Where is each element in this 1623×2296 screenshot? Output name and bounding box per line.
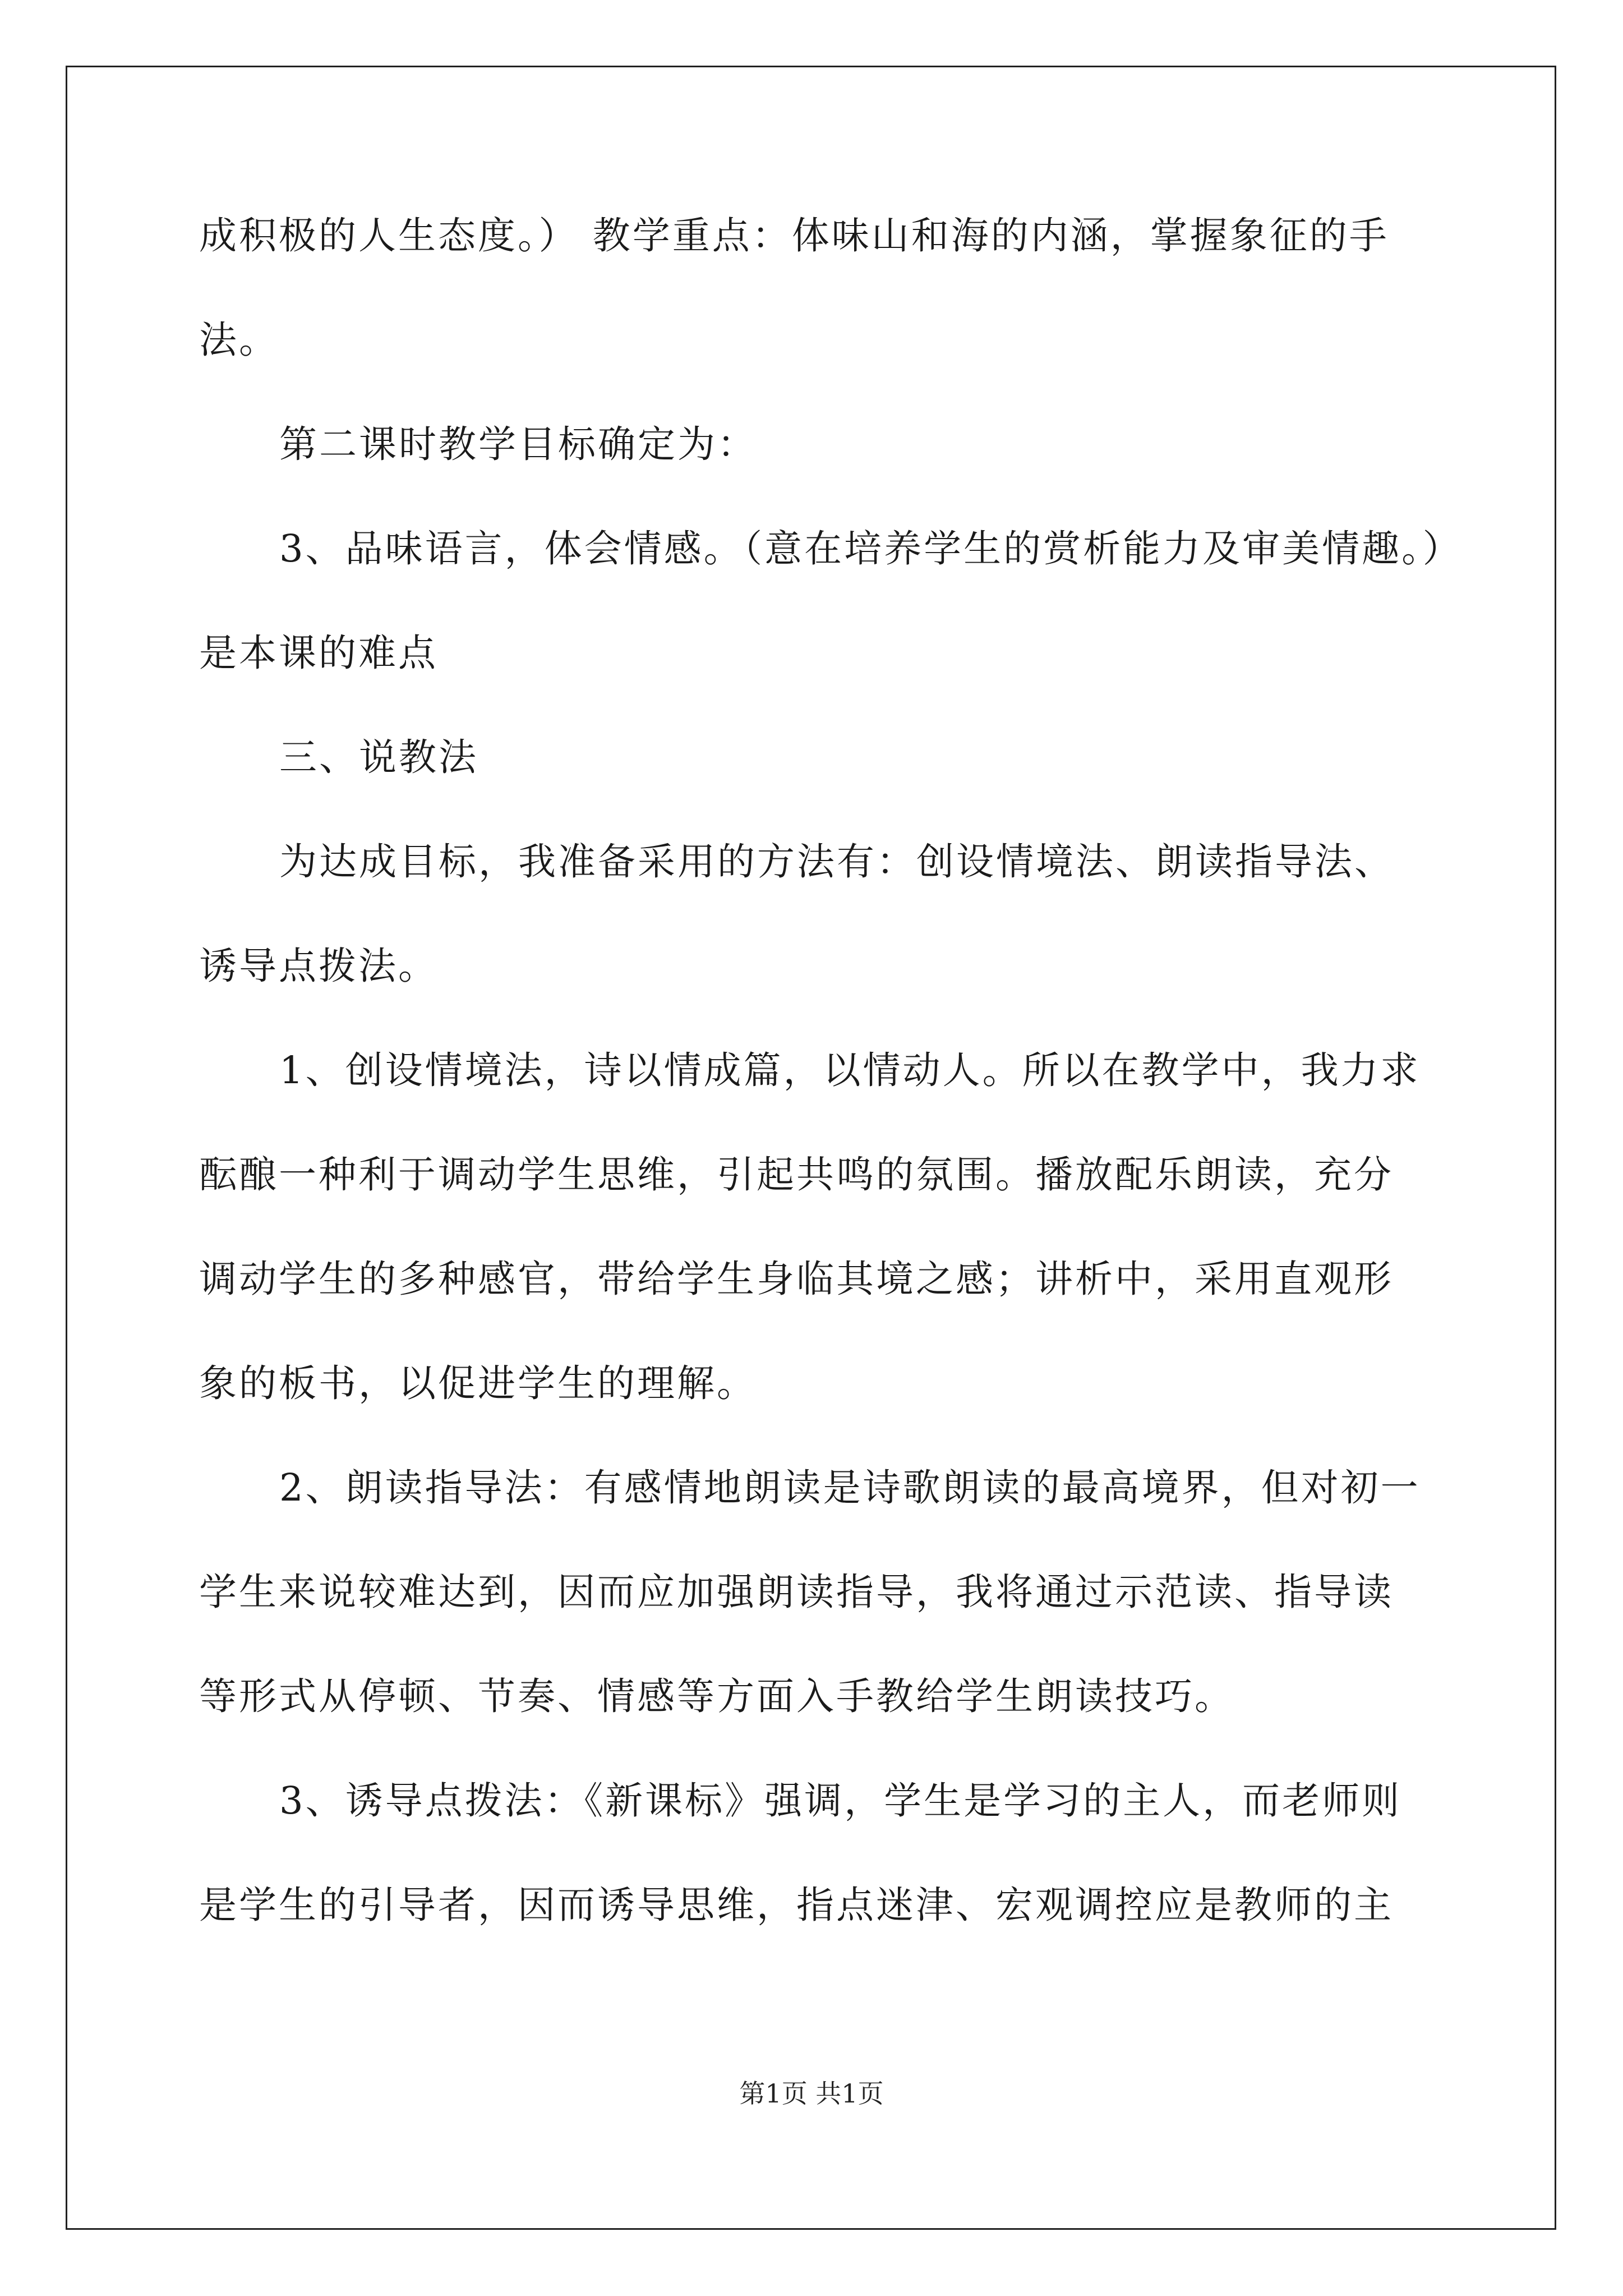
text-line: 第二课时教学目标确定为： bbox=[279, 422, 757, 466]
text-line: 法。 bbox=[199, 318, 279, 362]
text-line: 是本课的难点 bbox=[199, 631, 438, 675]
text-line: 学生来说较难达到，因而应加强朗读指导，我将通过示范读、指导读 bbox=[199, 1570, 1394, 1614]
text-line: 2、朗读指导法：有感情地朗读是诗歌朗读的最高境界，但对初一 bbox=[279, 1466, 1421, 1510]
text-line: 3、诱导点拨法：《新课标》强调，学生是学习的主人，而老师则 bbox=[279, 1779, 1402, 1823]
text-line: 象的板书，以促进学生的理解。 bbox=[199, 1361, 757, 1405]
text-line: 等形式从停顿、节奏、情感等方面入手教给学生朗读技巧。 bbox=[199, 1674, 1234, 1718]
text-line: 为达成目标，我准备采用的方法有：创设情境法、朗读指导法、 bbox=[279, 840, 1394, 884]
text-line: 成积极的人生态度。） 教学重点：体味山和海的内涵，掌握象征的手 bbox=[199, 214, 1389, 257]
text-line: 酝酿一种利于调动学生思维，引起共鸣的氛围。播放配乐朗读，充分 bbox=[199, 1153, 1394, 1197]
text-line: 诱导点拨法。 bbox=[199, 944, 438, 988]
text-line: 3、品味语言，体会情感。（意在培养学生的赏析能力及审美情趣。） bbox=[279, 527, 1463, 570]
section-heading: 三、说教法 bbox=[279, 735, 478, 779]
text-line: 调动学生的多种感官，带给学生身临其境之感；讲析中，采用直观形 bbox=[199, 1257, 1394, 1301]
text-line: 1、创设情境法，诗以情成篇，以情动人。所以在教学中，我力求 bbox=[279, 1048, 1421, 1092]
page-number-footer: 第1页 共1页 bbox=[739, 2078, 884, 2109]
text-line: 是学生的引导者，因而诱导思维，指点迷津、宏观调控应是教师的主 bbox=[199, 1883, 1394, 1927]
